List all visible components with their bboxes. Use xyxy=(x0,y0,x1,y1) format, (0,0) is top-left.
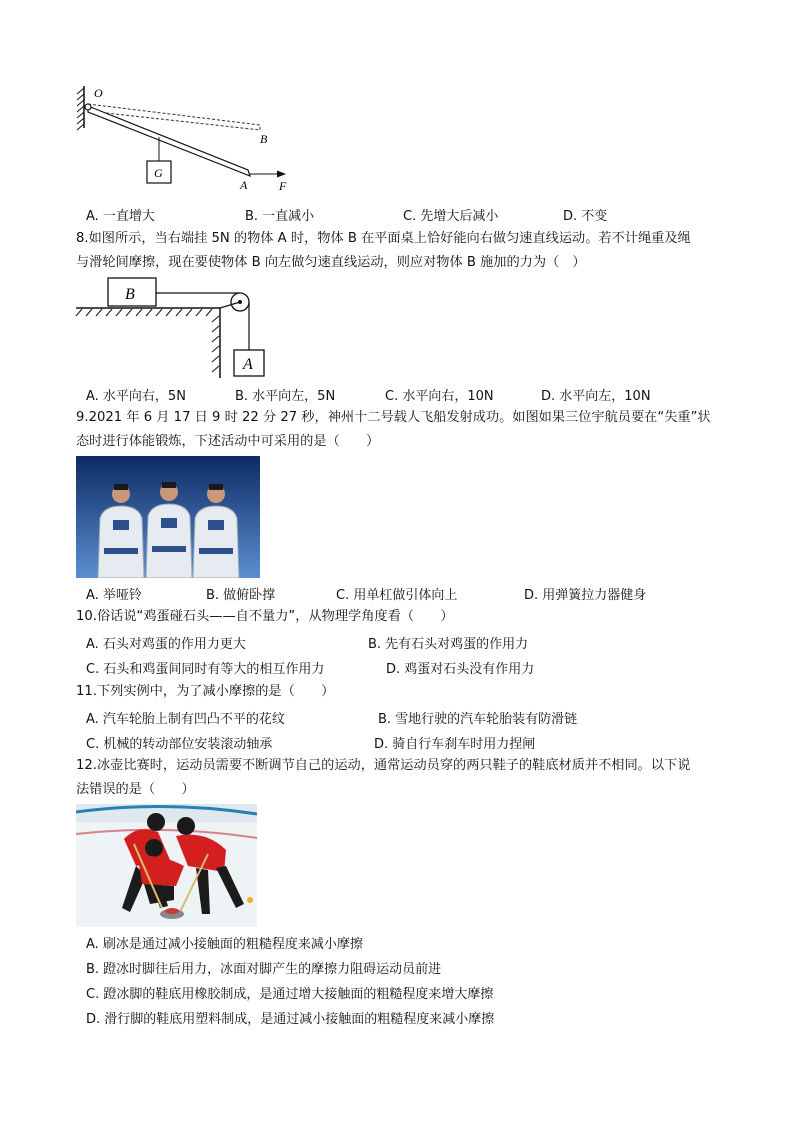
q9-option-d: D. 用弹簧拉力器健身 xyxy=(524,588,647,603)
q9-option-a: A. 举哑铃 xyxy=(86,588,142,603)
q7-option-d: D. 不变 xyxy=(563,209,608,224)
q8-stem-line1: 8.如图所示，当右端挂 5N 的物体 A 时，物体 B 在平面桌上恰好能向右做匀速直线运动。若不计绳重及绳 xyxy=(76,231,691,246)
q9-stem-line1: 9.2021 年 6 月 17 日 9 时 22 分 27 秒，神州十二号载人飞船发射成功。如图如果三位宇航员要在“失重”状 xyxy=(76,410,711,425)
q7-option-c: C. 先增大后减小 xyxy=(403,209,499,224)
q8-option-a: A. 水平向右，5N xyxy=(86,389,186,404)
q8-option-b: B. 水平向左，5N xyxy=(235,389,336,404)
lever-figure xyxy=(72,82,292,194)
q11-option-c: C. 机械的转动部位安装滚动轴承 xyxy=(86,737,273,752)
block-b-label: B xyxy=(125,286,135,303)
curling-photo xyxy=(76,804,257,927)
label-o: O xyxy=(94,86,103,100)
label-g: G xyxy=(154,166,163,180)
q10-option-c: C. 石头和鸡蛋间同时有等大的相互作用力 xyxy=(86,662,325,677)
q9-stem-line2: 态时进行体能锻炼，下述活动中可采用的是（ ） xyxy=(76,434,380,449)
q12-option-b: B. 蹬冰时脚往后用力，冰面对脚产生的摩擦力阻碍运动员前进 xyxy=(86,962,442,977)
label-b: B xyxy=(260,132,268,146)
q12-option-a: A. 刷冰是通过减小接触面的粗糙程度来减小摩擦 xyxy=(86,937,363,952)
q11-option-a: A. 汽车轮胎上制有凹凸不平的花纹 xyxy=(86,712,285,727)
q12-option-d: D. 滑行脚的鞋底用塑料制成，是通过减小接触面的粗糙程度来减小摩擦 xyxy=(86,1012,495,1027)
q8-option-d: D. 水平向左，10N xyxy=(541,389,651,404)
pulley-figure xyxy=(74,276,274,382)
q12-stem-line1: 12.冰壶比赛时，运动员需要不断调节自己的运动，通常运动员穿的两只鞋子的鞋底材质并不相同。以下说 xyxy=(76,758,691,773)
q11-stem: 11.下列实例中，为了减小摩擦的是（ ） xyxy=(76,684,335,699)
q8-stem-line2: 与滑轮间摩擦，现在要使物体 B 向左做匀速直线运动，则应对物体 B 施加的力为（ ） xyxy=(76,255,586,270)
q8-option-c: C. 水平向右，10N xyxy=(385,389,494,404)
q11-option-d: D. 骑自行车刹车时用力捏闸 xyxy=(374,737,536,752)
q7-option-b: B. 一直减小 xyxy=(245,209,315,224)
q9-option-b: B. 做俯卧撑 xyxy=(206,588,276,603)
q10-option-b: B. 先有石头对鸡蛋的作用力 xyxy=(368,637,529,652)
astronauts-photo xyxy=(76,456,260,578)
q9-option-c: C. 用单杠做引体向上 xyxy=(336,588,458,603)
q10-stem: 10.俗话说“鸡蛋碰石头——自不量力”，从物理学角度看（ ） xyxy=(76,609,454,624)
label-a: A xyxy=(240,178,248,192)
q12-stem-line2: 法错误的是（ ） xyxy=(76,782,195,797)
q12-option-c: C. 蹬冰脚的鞋底用橡胶制成，是通过增大接触面的粗糙程度来增大摩擦 xyxy=(86,987,494,1002)
q10-option-d: D. 鸡蛋对石头没有作用力 xyxy=(386,662,535,677)
block-a-label: A xyxy=(243,356,253,373)
label-f: F xyxy=(279,179,287,193)
q10-option-a: A. 石头对鸡蛋的作用力更大 xyxy=(86,637,246,652)
q7-option-a: A. 一直增大 xyxy=(86,209,155,224)
q11-option-b: B. 雪地行驶的汽车轮胎装有防滑链 xyxy=(378,712,578,727)
